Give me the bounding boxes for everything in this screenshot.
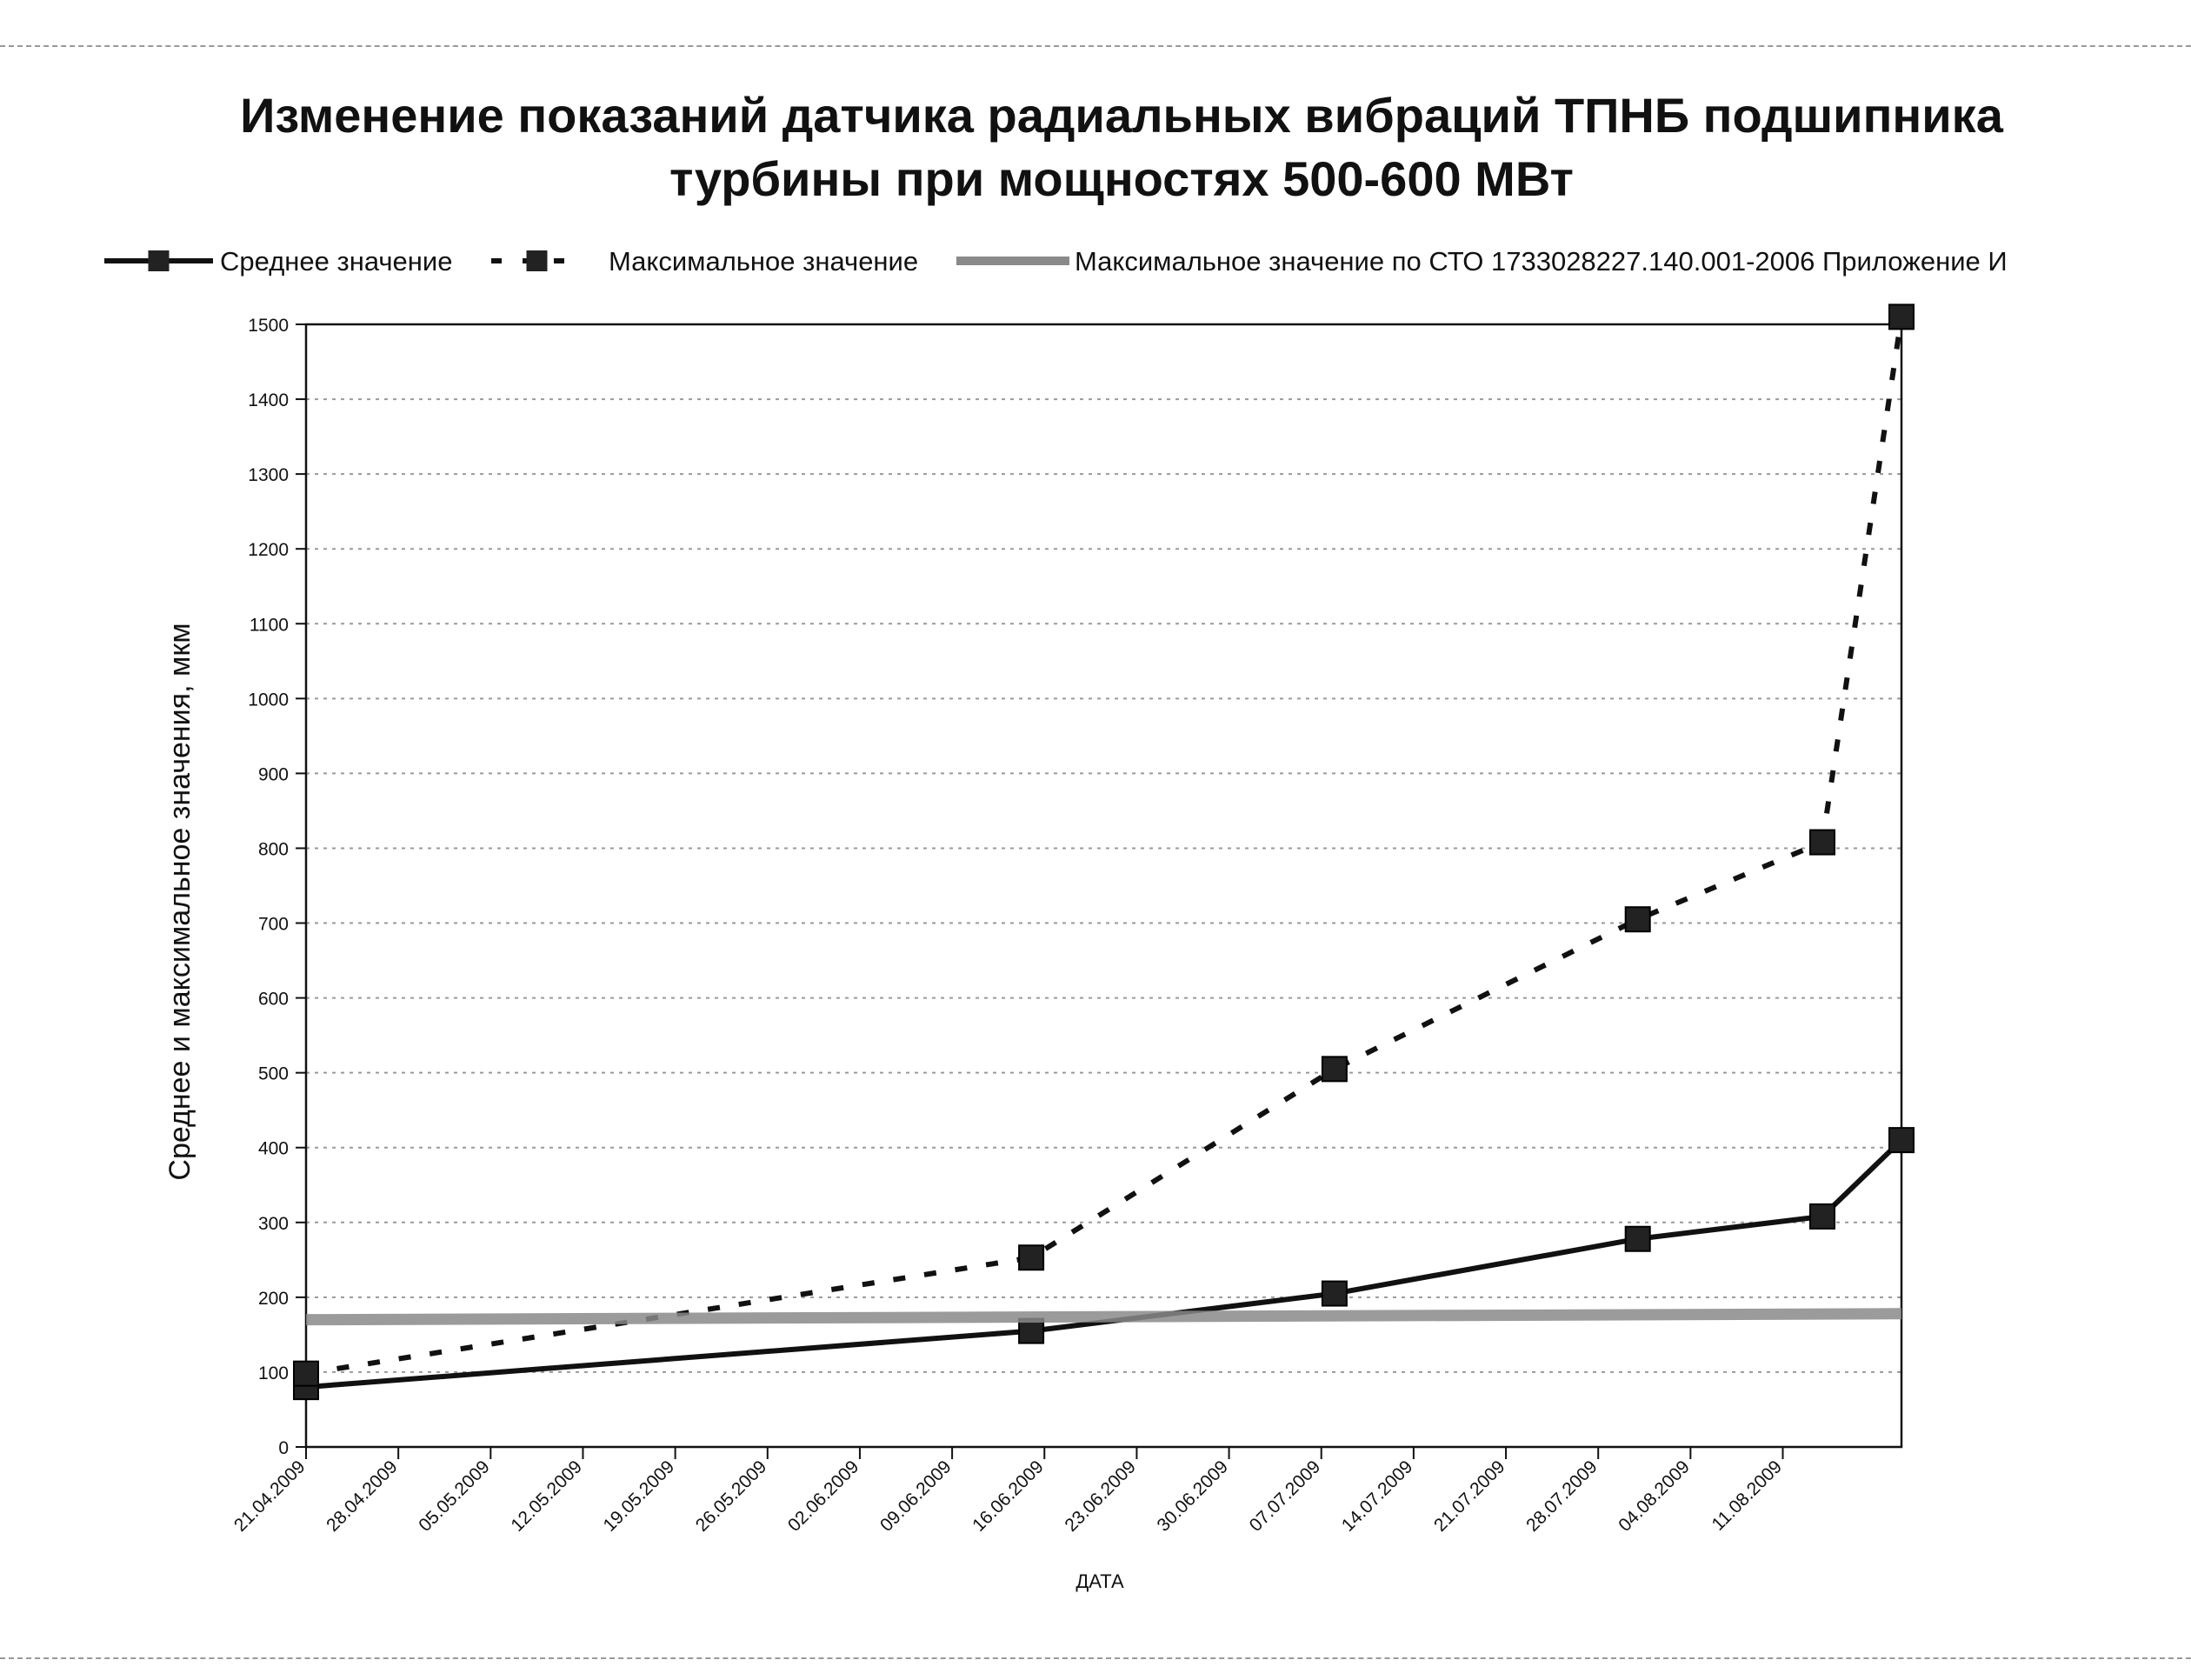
x-tick-label: 21.07.2009 — [1429, 1457, 1509, 1536]
y-tick-label: 1000 — [248, 690, 289, 710]
data-point — [1889, 304, 1914, 329]
y-tick-label: 1300 — [248, 465, 289, 486]
y-tick-label: 300 — [257, 1213, 289, 1234]
data-point — [1810, 1204, 1835, 1229]
legend-label-3: Максимальное значение по СТО 1733028227.140.001-2006 Приложение И — [1075, 246, 2008, 277]
x-tick-label: 11.08.2009 — [1708, 1457, 1787, 1535]
data-point — [1322, 1282, 1347, 1306]
y-tick-label: 900 — [257, 764, 289, 785]
x-tick-label: 23.06.2009 — [1061, 1457, 1140, 1536]
data-point — [1889, 1128, 1914, 1152]
chart-title-line1: Изменение показаний датчика радиальных вибраций ТПНБ подшипника — [240, 88, 2003, 143]
y-tick-label: 0 — [278, 1438, 289, 1458]
x-tick-label: 12.05.2009 — [507, 1457, 587, 1536]
y-tick-label: 800 — [257, 839, 289, 860]
x-tick-label: 05.05.2009 — [415, 1457, 494, 1536]
series-line-2 — [306, 317, 1901, 1373]
plot-frame — [306, 324, 1901, 1447]
data-point — [1019, 1245, 1043, 1270]
legend-marker-2 — [527, 250, 548, 271]
y-tick-label: 1500 — [248, 316, 289, 336]
x-tick-label: 07.07.2009 — [1245, 1457, 1325, 1536]
y-tick-label: 400 — [257, 1138, 289, 1159]
y-tick-label: 700 — [257, 914, 289, 935]
x-tick-label: 19.05.2009 — [599, 1457, 679, 1536]
series-line-3 — [306, 1314, 1901, 1320]
x-tick-label: 09.06.2009 — [876, 1457, 956, 1536]
x-tick-label: 28.07.2009 — [1522, 1457, 1602, 1536]
y-tick-label: 1100 — [249, 615, 289, 636]
x-tick-label: 26.05.2009 — [691, 1457, 771, 1536]
data-point — [1626, 1227, 1650, 1251]
y-tick-label: 100 — [257, 1363, 289, 1383]
x-axis-label: ДАТА — [1076, 1570, 1124, 1592]
x-tick-label: 14.07.2009 — [1337, 1457, 1417, 1536]
plot-area — [230, 304, 1914, 1535]
data-point — [1626, 907, 1650, 931]
y-tick-label: 1400 — [248, 390, 289, 411]
y-tick-label: 600 — [257, 989, 289, 1010]
series-line-1 — [306, 1140, 1901, 1387]
data-point — [294, 1362, 318, 1386]
y-tick-label: 1200 — [248, 540, 289, 561]
y-tick-label: 200 — [257, 1288, 289, 1309]
x-tick-label: 16.06.2009 — [969, 1457, 1048, 1536]
data-point — [1810, 830, 1835, 855]
legend — [104, 246, 2008, 277]
legend-label-2: Максимальное значение — [609, 246, 919, 277]
x-tick-label: 04.08.2009 — [1615, 1457, 1694, 1536]
x-tick-label: 21.04.2009 — [230, 1457, 310, 1536]
legend-label-1: Среднее значение — [220, 246, 453, 277]
legend-marker-1 — [149, 250, 170, 271]
y-tick-label: 500 — [257, 1063, 289, 1084]
x-tick-label: 30.06.2009 — [1153, 1457, 1233, 1536]
y-axis-label: Среднее и максимальное значения, мкм — [163, 623, 196, 1181]
chart-title-line2: турбины при мощностях 500-600 МВт — [669, 151, 1574, 206]
x-tick-label: 28.04.2009 — [323, 1457, 402, 1536]
x-tick-label: 02.06.2009 — [783, 1457, 863, 1536]
data-point — [1322, 1057, 1347, 1081]
